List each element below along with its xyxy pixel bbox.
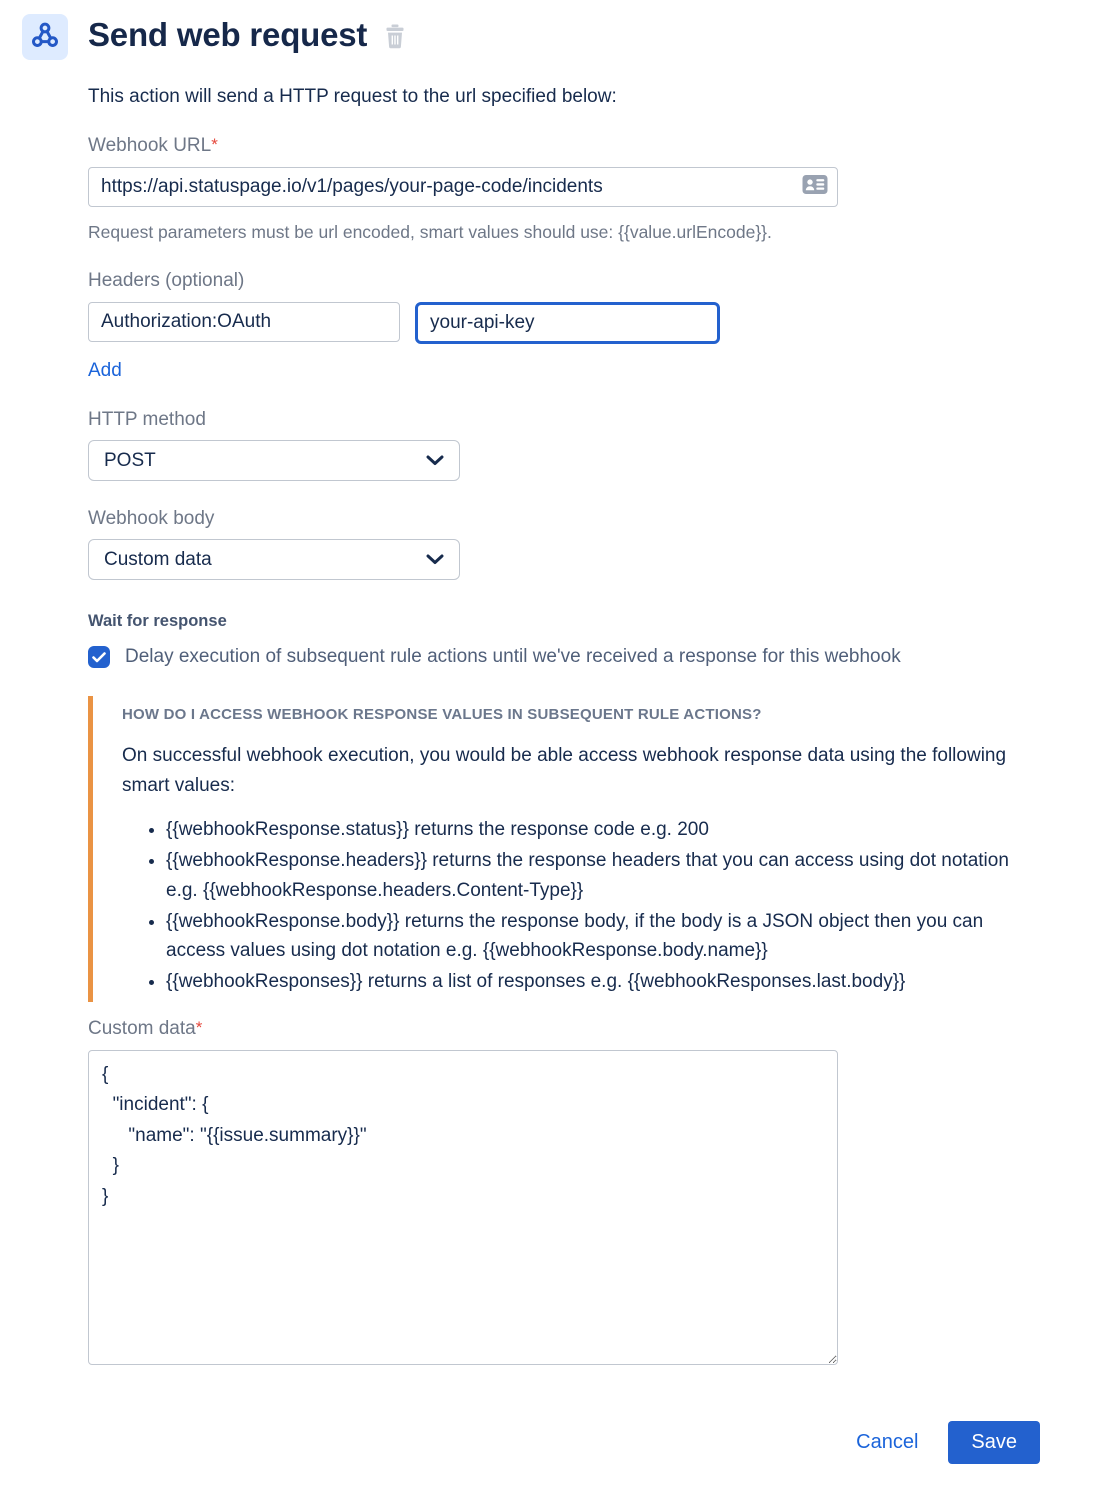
chevron-down-icon [426,549,444,571]
form-footer [88,1421,1068,1464]
cancel-button[interactable]: Cancel [856,1431,919,1454]
action-header [0,0,1118,60]
webhook-url-label: Webhook URL* [88,135,218,156]
webhook-body-label: Webhook body [88,508,215,529]
http-method-select[interactable] [88,440,460,481]
list-item: • {{webhookResponse.body}} returns the response body, if the body is a JSON object then you can access values using dot notation e.g. {{webhookResponse.body.name}} [166,907,1036,967]
save-button[interactable]: Save [948,1421,1040,1464]
http-method-value: POST [104,449,156,471]
list-item: • {{webhookResponse.status}} returns the response code e.g. 200 [166,815,1036,845]
delay-execution-row [88,642,1048,672]
http-method-label: HTTP method [88,409,206,430]
header-key-input[interactable] [88,302,400,342]
webhook-url-help: Request parameters must be url encoded, smart values should use: {{value.urlEncode}}. [88,222,772,242]
webhook-response-info-panel [88,696,1048,1002]
wait-for-response-label: Wait for response [88,612,227,630]
webhook-url-field [88,167,838,207]
trash-icon[interactable] [383,23,407,54]
page-title: Send web request [88,16,368,53]
list-item: • {{webhookResponse.headers}} returns the response headers that you can access using dot notation e.g. {{webhookResponse.headers.Content-Type}} [166,846,1036,906]
required-asterisk: * [211,135,218,154]
webhook-body-value: Custom data [104,548,212,570]
delay-execution-label: Delay execution of subsequent rule actions until we've received a response for this webhook [125,646,901,667]
delay-execution-checkbox[interactable] [88,646,110,668]
smart-values-list [122,815,1048,997]
custom-data-textarea[interactable] [88,1050,838,1365]
headers-label: Headers (optional) [88,270,245,291]
webhook-icon-box [22,14,68,60]
contact-card-icon[interactable] [802,175,828,200]
info-panel-heading: HOW DO I ACCESS WEBHOOK RESPONSE VALUES IN SUBSEQUENT RULE ACTIONS? [122,706,762,724]
header-row [88,302,1068,344]
webhook-icon [30,20,60,55]
required-asterisk: * [195,1018,203,1038]
webhook-body-select[interactable] [88,539,460,580]
custom-data-label: Custom data* [88,1018,203,1040]
webhook-url-input[interactable] [88,167,838,207]
chevron-down-icon [426,450,444,472]
header-value-input[interactable] [415,302,720,344]
list-item: • {{webhookResponses}} returns a list of responses e.g. {{webhookResponses.last.body}} [166,967,1036,997]
intro-text: This action will send a HTTP request to the url specified below: [88,86,617,107]
add-header-link[interactable]: Add [88,360,122,381]
form-content [88,86,1068,1464]
info-panel-body: On successful webhook execution, you would be able access webhook response data using the following smart values: [122,745,1007,797]
